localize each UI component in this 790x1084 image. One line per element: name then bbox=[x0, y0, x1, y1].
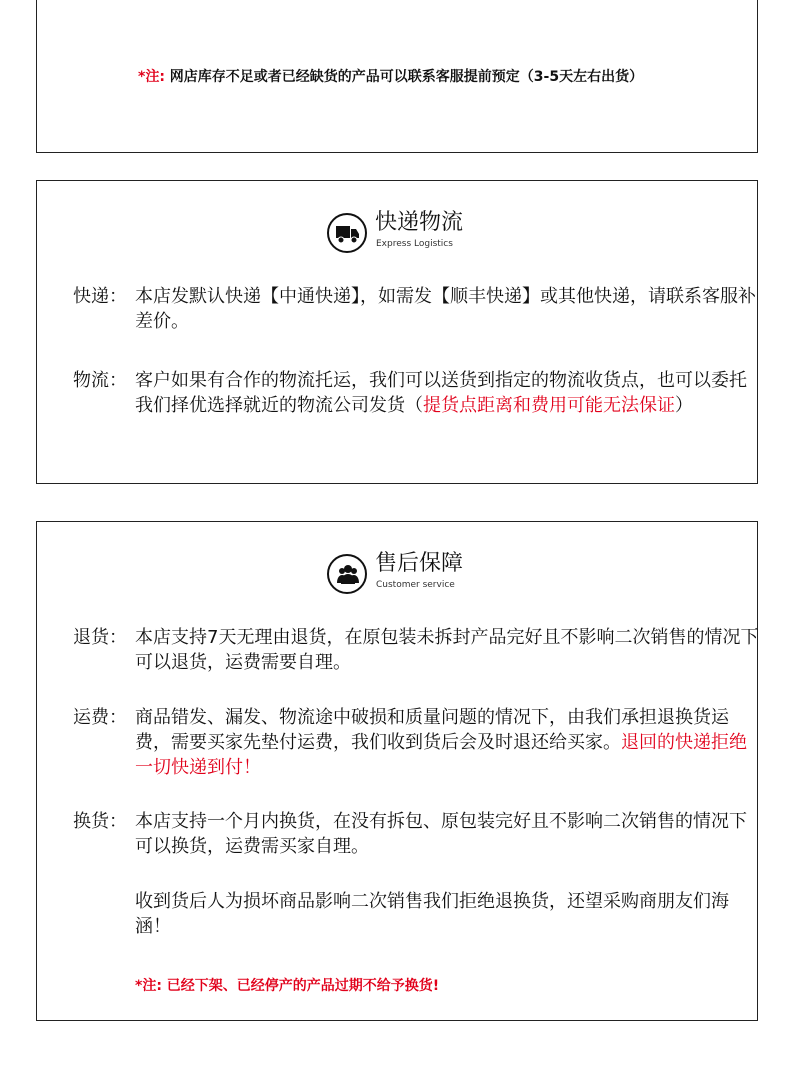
return-paragraph bbox=[73, 625, 763, 675]
return-text: 本店支持7天无理由退货，在原包装未拆封产品完好且不影响二次销售的情况下可以退货，运费需要自理。 bbox=[135, 627, 759, 673]
truck-icon bbox=[327, 213, 367, 253]
logistics-panel bbox=[36, 180, 758, 484]
express-paragraph bbox=[73, 284, 763, 334]
note-text: 已经下架、已经停产的产品过期不给予换货! bbox=[166, 978, 440, 994]
after-sales-subtitle: Customer service bbox=[376, 580, 455, 590]
damage-text: 收到货后人为损坏商品影响二次销售我们拒绝退换货，还望采购商朋友们海涵！ bbox=[135, 891, 729, 937]
after-sales-panel bbox=[36, 521, 758, 1021]
after-sales-heading bbox=[327, 553, 527, 597]
logistics-subtitle: Express Logistics bbox=[376, 239, 453, 249]
damage-paragraph bbox=[73, 889, 763, 939]
freight-content bbox=[135, 368, 763, 418]
discontinued-note bbox=[135, 975, 439, 995]
after-sales-title: 售后保障 bbox=[375, 551, 464, 576]
freight-warning: 提货点距离和费用可能无法保证 bbox=[423, 395, 675, 416]
note-text: 网店库存不足或者已经缺货的产品可以联系客服提前预定（3-5天左右出货） bbox=[169, 69, 644, 85]
note-prefix: *注: bbox=[138, 69, 165, 85]
note-prefix: *注: bbox=[135, 978, 162, 994]
shipping-fee-text: 商品错发、漏发、物流途中破损和质量问题的情况下，由我们承担退换货运费，需要买家先垫付运费，我们收到货后会及时退还给买家。 bbox=[135, 707, 729, 753]
freight-tail: ） bbox=[675, 395, 693, 416]
shipping-fee-label: 运费： bbox=[73, 707, 127, 728]
stock-notice-panel bbox=[36, 0, 758, 153]
express-text: 本店发默认快递【中通快递】，如需发【顺丰快递】或其他快递，请联系客服补差价。 bbox=[135, 286, 756, 332]
exchange-label: 换货： bbox=[73, 811, 127, 832]
shipping-fee-paragraph bbox=[73, 705, 763, 780]
exchange-paragraph bbox=[73, 809, 763, 859]
freight-text: 客户如果有合作的物流托运，我们可以送货到指定的物流收货点，也可以委托我们择优选择就近的物流公司发货（ bbox=[135, 370, 747, 416]
express-label: 快递： bbox=[73, 286, 127, 307]
return-label: 退货： bbox=[73, 627, 127, 648]
cod-refusal-warning: 退回的快递拒绝一切快递到付！ bbox=[135, 732, 747, 778]
logistics-title: 快递物流 bbox=[375, 210, 464, 235]
exchange-text: 本店支持一个月内换货，在没有拆包、原包装完好且不影响二次销售的情况下可以换货，运费需买家自理。 bbox=[135, 811, 747, 857]
preorder-note bbox=[138, 66, 643, 86]
freight-label: 物流： bbox=[73, 370, 127, 391]
freight-paragraph bbox=[73, 368, 763, 418]
shipping-fee-content bbox=[135, 705, 763, 780]
logistics-heading bbox=[327, 212, 527, 256]
people-icon bbox=[327, 554, 367, 594]
